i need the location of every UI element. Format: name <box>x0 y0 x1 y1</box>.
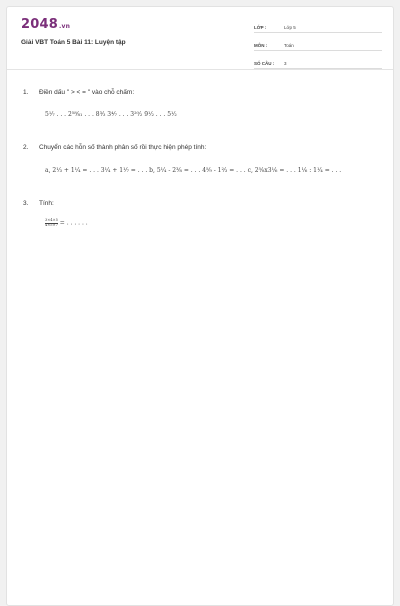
meta-label-grade: LỚP : <box>254 25 267 30</box>
meta-row-subject <box>254 35 382 51</box>
logo-main: 2048 <box>21 17 58 32</box>
question-3 <box>23 200 54 207</box>
page-title: Giải VBT Toán 5 Bài 11: Luyện tập <box>21 39 126 46</box>
question-text: Điền dấu " > < = " vào chỗ chấm: <box>39 89 135 96</box>
question-text: Chuyển các hỗn số thành phân số rồi thực hiện phép tính: <box>39 144 207 151</box>
question-number: 3. <box>23 200 29 207</box>
meta-label-subject: MÔN : <box>254 43 268 48</box>
question-1 <box>23 89 134 96</box>
question-3-tail: = . . . . . . <box>57 219 88 227</box>
worksheet <box>6 6 394 606</box>
fraction-numerator: 3×4×5 <box>45 218 58 222</box>
fraction-denominator: 4×5×7 <box>45 222 58 227</box>
question-2-math: a, 2¹⁄₃ + 1¹⁄₄ = . . . 3¹⁄₄ + 1¹⁄₇ = . . . b, 5¹⁄₄ - 2³⁄₈ = . . . 4⁵⁄₉ - 1²⁄₃ = . . . c, 2⁵⁄₈x3¹⁄₆ = . . . 1¹⁄₆ : 1¹⁄₄ = . . . <box>45 167 342 174</box>
question-number: 2. <box>23 144 29 151</box>
meta-row-count <box>254 53 382 69</box>
header-divider <box>7 69 393 70</box>
fraction <box>45 219 58 227</box>
meta-panel <box>254 17 382 71</box>
question-2 <box>23 144 206 151</box>
meta-value-subject: Toán <box>284 43 294 48</box>
meta-row-grade <box>254 17 382 33</box>
question-1-math: 5¹⁄₇ . . . 2⁵⁸⁄₈₁ . . . 8³⁄₃ 3⁴⁄₇ . . . 3²⁰⁄₂ 9¹⁄₂ . . . 5¹⁄₂ <box>45 111 177 118</box>
meta-value-grade: Lớp 5 <box>284 25 296 30</box>
logo-tld: .vn <box>58 23 71 30</box>
question-3-math <box>45 219 88 227</box>
site-logo[interactable] <box>21 17 70 32</box>
meta-value-count: 3 <box>284 61 287 66</box>
question-number: 1. <box>23 89 29 96</box>
meta-label-count: SỐ CÂU : <box>254 61 275 66</box>
question-text: Tính: <box>39 200 54 207</box>
